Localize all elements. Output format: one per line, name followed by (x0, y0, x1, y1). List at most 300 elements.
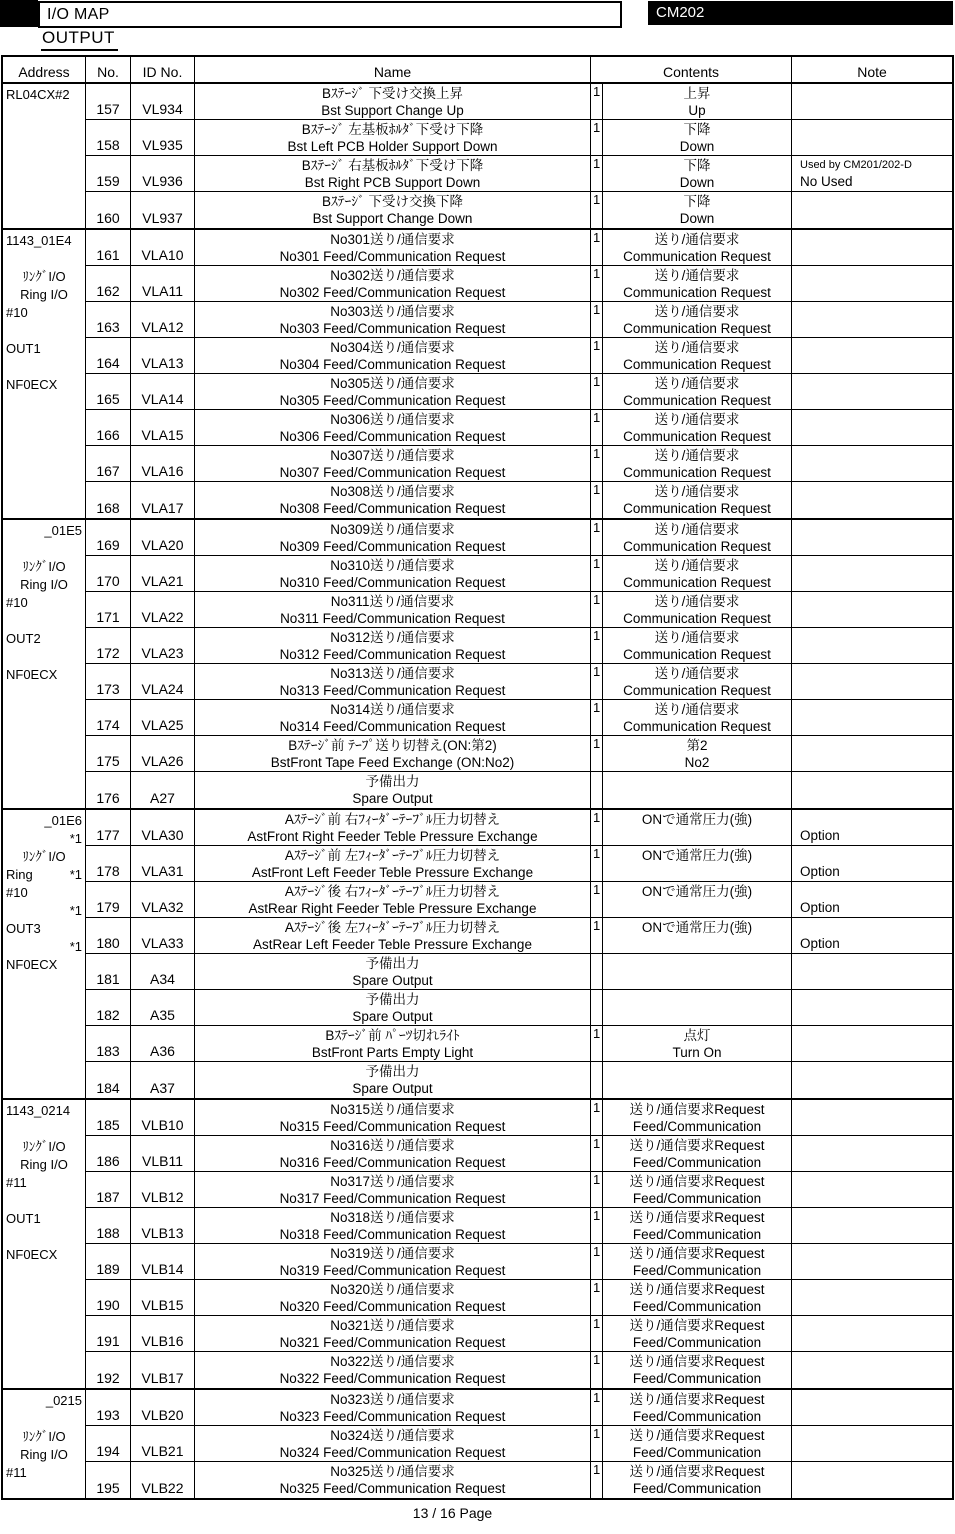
address-line (3, 1156, 85, 1174)
address-line (3, 1192, 85, 1210)
table-row (86, 1136, 952, 1172)
row-no: 186 (86, 1136, 131, 1171)
contents-en (603, 864, 791, 881)
note-line2: Option (800, 864, 840, 879)
row-id: VLA11 (131, 266, 195, 301)
name-cell (195, 266, 591, 301)
table-row (86, 520, 952, 556)
address-text: #11 (6, 1175, 27, 1190)
contents-jp: 送り/通信要求Request (629, 1428, 765, 1443)
name-cell (195, 302, 591, 337)
row-id: VL936 (131, 156, 195, 191)
note-line1 (800, 193, 952, 209)
address-line (3, 920, 85, 938)
note-cell (792, 410, 952, 445)
note-line1 (800, 811, 952, 827)
note-cell (792, 230, 952, 265)
name-cell (195, 700, 591, 735)
note-line1 (800, 85, 952, 101)
contents-en: Communication Request (623, 429, 771, 444)
name-cell (195, 846, 591, 881)
name-en: No322 Feed/Communication Request (279, 1371, 506, 1386)
contents-cell (603, 84, 792, 119)
name-en: No304 Feed/Communication Request (279, 357, 506, 372)
name-en: Bst Support Change Up (321, 103, 464, 118)
table-row (86, 1062, 952, 1098)
contents-en (603, 972, 791, 989)
row-id: VLB11 (131, 1136, 195, 1171)
contents-jp: 上昇 (683, 86, 711, 101)
note-line1 (800, 629, 952, 645)
address-text: NF0ECX (6, 377, 58, 392)
contents-cell (603, 120, 792, 155)
address-cell (3, 84, 86, 228)
name-cell (195, 446, 591, 481)
name-jp: 予備出力 (365, 774, 420, 789)
note-line2 (800, 1297, 952, 1315)
row-no: 163 (86, 302, 131, 337)
name-en: No317 Feed/Communication Request (279, 1191, 506, 1206)
row-no: 169 (86, 520, 131, 555)
note-line2 (800, 537, 952, 555)
address-line (3, 630, 85, 648)
name-cell (195, 592, 591, 627)
contents-cell (603, 482, 792, 518)
note-cell (792, 1172, 952, 1207)
note-line1 (800, 1317, 952, 1333)
name-jp: 予備出力 (365, 1064, 420, 1079)
note-line2 (800, 1153, 952, 1171)
note-line1 (800, 1463, 952, 1479)
col-header-address: Address (3, 57, 86, 82)
address-line (3, 558, 85, 576)
contents-jp: 下降 (683, 158, 711, 173)
contents-cell (603, 1136, 792, 1171)
name-cell (195, 1280, 591, 1315)
flag-cell (591, 990, 603, 1025)
row-no: 187 (86, 1172, 131, 1207)
note-line1 (800, 411, 952, 427)
name-cell (195, 84, 591, 119)
flag-cell: 1 (591, 192, 603, 228)
note-cell (792, 628, 952, 663)
row-no: 184 (86, 1062, 131, 1098)
address-line (3, 304, 85, 322)
note-line2 (800, 717, 952, 735)
address-text: Ring (6, 867, 33, 882)
contents-jp: 送り/通信要求 (654, 630, 740, 645)
page-number: 13 / 16 Page (412, 1505, 493, 1521)
table-row (86, 556, 952, 592)
note-cell (792, 556, 952, 591)
note-cell (792, 846, 952, 881)
row-id: VLA20 (131, 520, 195, 555)
row-no: 180 (86, 918, 131, 953)
name-cell (195, 374, 591, 409)
name-cell (195, 772, 591, 808)
name-jp: No308送り/通信要求 (330, 484, 455, 499)
address-line (3, 666, 85, 684)
contents-en (603, 790, 791, 807)
col-header-contents: Contents (591, 57, 792, 82)
name-cell (195, 1026, 591, 1061)
row-id: VLA10 (131, 230, 195, 265)
address-line (3, 938, 85, 956)
table-row (86, 410, 952, 446)
address-line (3, 902, 85, 920)
contents-cell (603, 374, 792, 409)
contents-jp: 送り/通信要求Request (629, 1210, 765, 1225)
contents-en: Communication Request (623, 539, 771, 554)
note-line1 (800, 701, 952, 717)
name-en: AstFront Right Feeder Teble Pressure Exchange (247, 829, 538, 844)
row-no: 166 (86, 410, 131, 445)
contents-jp: ONで通常圧力(強) (641, 812, 753, 827)
contents-cell (603, 556, 792, 591)
name-en: No310 Feed/Communication Request (279, 575, 506, 590)
note-cell (792, 1026, 952, 1061)
address-text: OUT1 (6, 341, 41, 356)
address-cell (3, 1390, 86, 1498)
note-cell (792, 990, 952, 1025)
name-jp: No312送り/通信要求 (330, 630, 455, 645)
name-en: BstFront Parts Empty Light (311, 1045, 474, 1060)
contents-jp (603, 955, 791, 972)
row-no: 171 (86, 592, 131, 627)
document-title: I/O MAP (47, 6, 110, 23)
contents-en (603, 900, 791, 917)
flag-cell: 1 (591, 520, 603, 555)
address-text: RL04CX#2 (6, 87, 70, 102)
note-line2 (800, 427, 952, 445)
contents-cell (603, 1026, 792, 1061)
contents-jp (603, 773, 791, 790)
note-line1 (800, 1137, 952, 1153)
contents-jp: 送り/通信要求 (654, 412, 740, 427)
row-id: VLA22 (131, 592, 195, 627)
row-no: 175 (86, 736, 131, 771)
name-jp: No315送り/通信要求 (330, 1102, 455, 1117)
name-en: Bst Left PCB Holder Support Down (287, 139, 498, 154)
table-row (86, 700, 952, 736)
flag-cell: 1 (591, 810, 603, 845)
row-no: 162 (86, 266, 131, 301)
contents-en: Feed/Communication (632, 1371, 762, 1386)
address-line (3, 594, 85, 612)
row-id: A37 (131, 1062, 195, 1098)
note-line1 (800, 883, 952, 899)
row-no: 165 (86, 374, 131, 409)
rows-container (86, 1390, 952, 1498)
note-line2 (800, 247, 952, 265)
address-line (3, 232, 85, 250)
col-header-no: No. (86, 57, 131, 82)
flag-cell: 1 (591, 1026, 603, 1061)
name-en: AstRear Right Feeder Teble Pressure Exchange (248, 901, 537, 916)
contents-jp: 送り/通信要求Request (629, 1464, 765, 1479)
row-no: 172 (86, 628, 131, 663)
contents-jp: ONで通常圧力(強) (641, 884, 753, 899)
flag-cell: 1 (591, 1208, 603, 1243)
address-line (3, 812, 85, 830)
note-line1 (800, 1209, 952, 1225)
col-header-idno: ID No. (131, 57, 195, 82)
address-text: 1143_01E4 (6, 233, 72, 248)
note-cell (792, 120, 952, 155)
name-jp: No325送り/通信要求 (330, 1464, 455, 1479)
row-no: 185 (86, 1100, 131, 1135)
address-text: *1 (69, 939, 82, 954)
note-line2 (800, 609, 952, 627)
model-badge (648, 1, 953, 25)
table-row (86, 266, 952, 302)
address-line (3, 1246, 85, 1264)
row-no: 173 (86, 664, 131, 699)
name-jp: Bｽﾃｰｼﾞ前 ﾃｰﾌﾟ送り切替え(ON:第2) (288, 738, 497, 753)
contents-jp: 送り/通信要求 (654, 268, 740, 283)
contents-jp: 送り/通信要求Request (629, 1174, 765, 1189)
table-row (86, 1280, 952, 1316)
contents-en (603, 1008, 791, 1025)
rows-container (86, 810, 952, 1098)
note-line1 (800, 375, 952, 391)
contents-cell (603, 772, 792, 808)
name-en: No318 Feed/Communication Request (279, 1227, 506, 1242)
note-line1 (800, 557, 952, 573)
table-row (86, 1244, 952, 1280)
note-line1 (800, 665, 952, 681)
address-line (3, 268, 85, 286)
contents-en: Communication Request (623, 285, 771, 300)
note-line1 (800, 1063, 952, 1079)
flag-cell: 1 (591, 1462, 603, 1498)
name-jp: No324送り/通信要求 (330, 1428, 455, 1443)
row-id: VLA13 (131, 338, 195, 373)
table-row (86, 374, 952, 410)
note-line1 (800, 1353, 952, 1369)
name-en: Spare Output (352, 791, 433, 806)
address-cell (3, 1100, 86, 1388)
note-line1 (800, 955, 952, 971)
note-cell (792, 664, 952, 699)
address-line (3, 1120, 85, 1138)
contents-cell (603, 338, 792, 373)
row-no: 195 (86, 1462, 131, 1498)
name-cell (195, 556, 591, 591)
name-cell (195, 1062, 591, 1098)
table-row (86, 1208, 952, 1244)
note-line1 (800, 773, 952, 789)
row-id: VLB15 (131, 1280, 195, 1315)
note-cell (792, 520, 952, 555)
address-line (3, 1102, 85, 1120)
note-line2 (800, 499, 952, 517)
rows-container (86, 1100, 952, 1388)
address-text: #10 (6, 305, 28, 320)
row-no: 191 (86, 1316, 131, 1351)
contents-en: Down (679, 175, 715, 190)
row-id: VL934 (131, 84, 195, 119)
note-cell (792, 882, 952, 917)
contents-cell (603, 1316, 792, 1351)
contents-jp: 送り/通信要求 (654, 666, 740, 681)
name-cell (195, 1352, 591, 1388)
name-jp: No320送り/通信要求 (330, 1282, 455, 1297)
contents-jp: 送り/通信要求Request (629, 1138, 765, 1153)
note-cell (792, 1136, 952, 1171)
address-text: ﾘﾝｸﾞI/O (22, 849, 66, 864)
name-jp: Aｽﾃｰｼﾞ後 右ﾌｨｰﾀﾞｰﾃｰﾌﾞﾙ圧力切替え (284, 884, 501, 899)
note-line1 (800, 991, 952, 1007)
row-id: VLB13 (131, 1208, 195, 1243)
flag-cell: 1 (591, 664, 603, 699)
address-line (3, 358, 85, 376)
table-row (86, 1316, 952, 1352)
flag-cell: 1 (591, 556, 603, 591)
row-no: 188 (86, 1208, 131, 1243)
flag-cell: 1 (591, 84, 603, 119)
rows-container (86, 230, 952, 518)
row-id: VLA33 (131, 918, 195, 953)
table-row (86, 1352, 952, 1388)
io-map-table (1, 55, 954, 1500)
table-row (86, 736, 952, 772)
name-jp: No313送り/通信要求 (330, 666, 455, 681)
note-cell (792, 1244, 952, 1279)
name-cell (195, 954, 591, 989)
contents-en: Feed/Communication (632, 1191, 762, 1206)
row-id: VLA23 (131, 628, 195, 663)
note-cell (792, 736, 952, 771)
name-jp: No317送り/通信要求 (330, 1174, 455, 1189)
row-id: VLA25 (131, 700, 195, 735)
name-cell (195, 482, 591, 518)
note-line1 (800, 303, 952, 319)
note-cell (792, 1280, 952, 1315)
address-line (3, 866, 85, 884)
address-line (3, 340, 85, 358)
table-section (3, 1100, 952, 1390)
row-id: VLA30 (131, 810, 195, 845)
row-no: 170 (86, 556, 131, 591)
note-cell (792, 446, 952, 481)
address-text: Ring I/O (20, 287, 68, 302)
row-id: VLB12 (131, 1172, 195, 1207)
note-line1 (800, 1427, 952, 1443)
table-row (86, 846, 952, 882)
note-line1 (800, 919, 952, 935)
contents-cell (603, 192, 792, 228)
name-cell (195, 990, 591, 1025)
name-cell (195, 1316, 591, 1351)
table-row (86, 156, 952, 192)
contents-jp: ONで通常圧力(強) (641, 920, 753, 935)
contents-en: Feed/Communication (632, 1409, 762, 1424)
contents-en: Communication Request (623, 575, 771, 590)
row-no: 182 (86, 990, 131, 1025)
note-cell (792, 1062, 952, 1098)
note-line2: Option (800, 900, 840, 915)
name-jp: No304送り/通信要求 (330, 340, 455, 355)
address-text: OUT1 (6, 1211, 41, 1226)
address-text: _01E5 (44, 523, 82, 538)
name-en: No320 Feed/Communication Request (279, 1299, 506, 1314)
contents-jp: 送り/通信要求 (654, 484, 740, 499)
row-id: VLA26 (131, 736, 195, 771)
note-line2 (800, 391, 952, 409)
note-line2 (800, 753, 952, 771)
row-no: 159 (86, 156, 131, 191)
contents-cell (603, 1352, 792, 1388)
table-row (86, 918, 952, 954)
contents-en: Feed/Communication (632, 1335, 762, 1350)
contents-cell (603, 736, 792, 771)
contents-cell (603, 918, 792, 953)
name-jp: No318送り/通信要求 (330, 1210, 455, 1225)
address-text: NF0ECX (6, 957, 58, 972)
contents-en: Feed/Communication (632, 1299, 762, 1314)
contents-cell (603, 410, 792, 445)
table-row (86, 1390, 952, 1426)
flag-cell: 1 (591, 1136, 603, 1171)
contents-en: Feed/Communication (632, 1227, 762, 1242)
table-row (86, 230, 952, 266)
table-row (86, 338, 952, 374)
name-cell (195, 410, 591, 445)
address-text: ﾘﾝｸﾞI/O (22, 269, 66, 284)
name-en: No308 Feed/Communication Request (279, 501, 506, 516)
col-header-name: Name (195, 57, 591, 82)
name-jp: No319送り/通信要求 (330, 1246, 455, 1261)
row-no: 164 (86, 338, 131, 373)
note-line2 (800, 209, 952, 227)
address-text: #10 (6, 595, 28, 610)
note-line1 (800, 1391, 952, 1407)
note-cell (792, 1208, 952, 1243)
contents-jp: 下降 (683, 122, 711, 137)
contents-jp: 送り/通信要求 (654, 340, 740, 355)
row-id: VL937 (131, 192, 195, 228)
address-line (3, 884, 85, 902)
name-cell (195, 1244, 591, 1279)
flag-cell: 1 (591, 1100, 603, 1135)
address-line (3, 1210, 85, 1228)
contents-cell (603, 1280, 792, 1315)
name-en: No305 Feed/Communication Request (279, 393, 506, 408)
row-no: 193 (86, 1390, 131, 1425)
table-row (86, 810, 952, 846)
note-line2 (800, 1079, 952, 1097)
flag-cell: 1 (591, 882, 603, 917)
contents-en: Feed/Communication (632, 1481, 762, 1496)
name-en: No323 Feed/Communication Request (279, 1409, 506, 1424)
row-id: VLB22 (131, 1462, 195, 1498)
address-line (3, 648, 85, 666)
note-cell (792, 1462, 952, 1498)
address-line (3, 322, 85, 340)
row-id: VLA12 (131, 302, 195, 337)
address-text: #11 (6, 1465, 27, 1480)
note-line1: Used by CM201/202-D (800, 159, 912, 171)
contents-en: Communication Request (623, 501, 771, 516)
note-cell (792, 338, 952, 373)
row-id: VLB10 (131, 1100, 195, 1135)
row-no: 177 (86, 810, 131, 845)
note-cell (792, 1352, 952, 1388)
name-cell (195, 520, 591, 555)
table-row (86, 882, 952, 918)
contents-jp: 送り/通信要求Request (629, 1282, 765, 1297)
